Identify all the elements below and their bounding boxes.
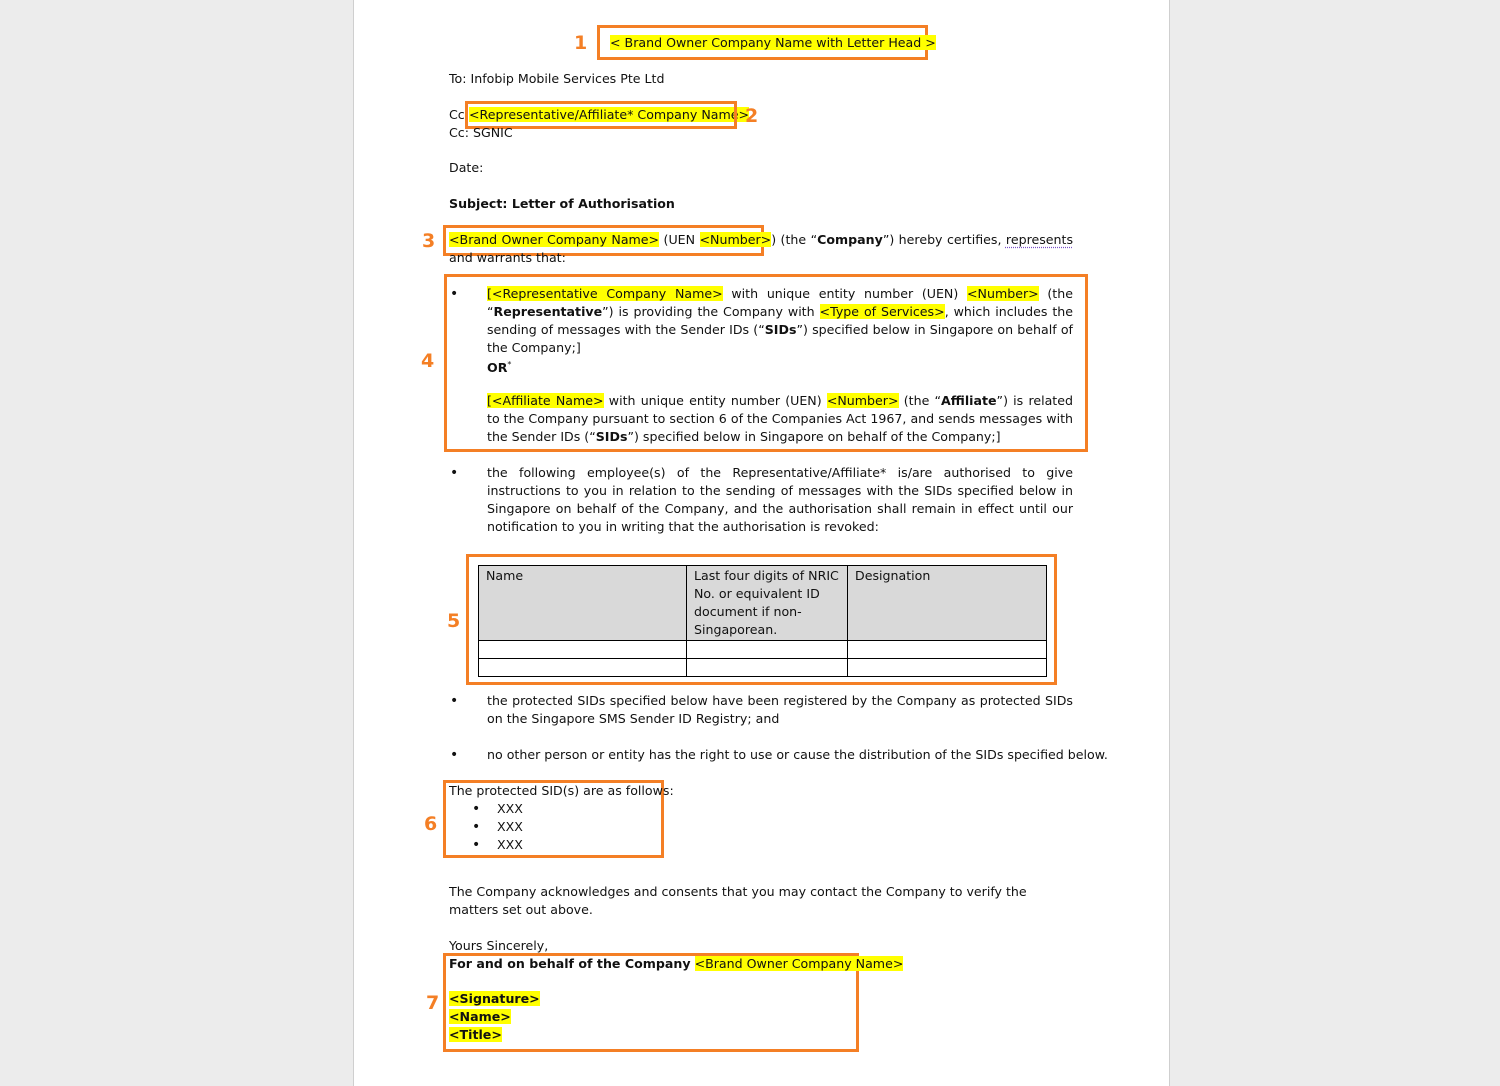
intro-uen-number: <Number> — [699, 232, 772, 247]
acknowledgement-text: The Company acknowledges and consents that you may contact the Company to verify the matters set out above. — [449, 884, 1027, 917]
sid-item: XXX — [497, 819, 523, 834]
title-line — [449, 1026, 502, 1044]
cc-prefix: Cc: — [449, 107, 469, 122]
intro-text-2: ”) hereby certifies, — [882, 232, 1006, 247]
intro-paragraph — [449, 231, 1073, 267]
table-row — [479, 641, 1047, 659]
behalf-text: For and on behalf of the Company — [449, 956, 691, 971]
to-line: To: Infobip Mobile Services Pte Ltd — [449, 71, 665, 86]
annotation-number-3: 3 — [422, 230, 436, 252]
b1-text-6: with unique entity number (UEN) — [603, 393, 827, 408]
b1-text-7: (the “ — [898, 393, 942, 408]
table-cell[interactable] — [687, 641, 848, 659]
b1-text-5: ”) specified below in Singapore on behalf of the Company;] — [487, 322, 1073, 355]
table-row — [479, 659, 1047, 677]
affiliate-name: [<Affiliate Name> — [487, 393, 604, 408]
cc-line-2: Cc: SGNIC — [449, 125, 513, 140]
cc-company-name: <Representative/Affiliate* Company Name> — [468, 107, 750, 122]
b1-text-3: ”) is providing the Company with — [602, 304, 820, 319]
or-asterisk: * — [507, 360, 512, 369]
bullet-3-paragraph: the protected SIDs specified below have been registered by the Company as protected SIDs on the Singapore SMS Sender ID Registry; and — [487, 693, 1073, 726]
type-of-services: <Type of Services> — [819, 304, 945, 319]
table-cell[interactable] — [687, 659, 848, 677]
annotation-number-1: 1 — [574, 32, 588, 54]
annotation-number-7: 7 — [426, 992, 440, 1014]
sid-item: XXX — [497, 801, 523, 816]
or-separator — [487, 356, 511, 377]
bullet-4-text: no other person or entity has the right to use or cause the distribution of the SIDs specified below. — [487, 747, 1108, 762]
intro-defined-company: Company — [817, 232, 883, 247]
table-cell[interactable] — [479, 659, 687, 677]
b1-text-9: ”) specified below in Singapore on behalf of the Company;] — [627, 429, 1001, 444]
subject-line: Subject: Letter of Authorisation — [449, 196, 675, 211]
b1-text-1: with unique entity number (UEN) — [722, 286, 967, 301]
header-designation: Designation — [848, 566, 1047, 641]
intro-company-name: <Brand Owner Company Name> — [449, 232, 660, 247]
name-line — [449, 1008, 511, 1026]
letterhead-placeholder — [610, 34, 936, 52]
annotation-number-2: 2 — [745, 105, 759, 127]
table-cell[interactable] — [848, 659, 1047, 677]
authorised-employees-table — [478, 565, 1047, 677]
closing-line: Yours Sincerely, — [449, 938, 549, 953]
sid-bullet: • — [472, 819, 481, 835]
or-text: OR — [487, 360, 508, 376]
intro-uen-open: (UEN — [659, 232, 700, 247]
bullet-1-affiliate — [487, 392, 1073, 446]
annotation-number-5: 5 — [447, 610, 461, 632]
signature-line — [449, 990, 540, 1008]
letterhead-text: < Brand Owner Company Name with Letter Head > — [610, 35, 936, 50]
table-header-row — [479, 566, 1047, 641]
date-label: Date: — [449, 160, 484, 175]
sid-bullet: • — [472, 801, 481, 817]
name-placeholder: <Name> — [449, 1009, 511, 1024]
bullet-4-marker: • — [450, 747, 459, 763]
representative-company-name: [<Representative Company Name> — [487, 286, 723, 301]
table-cell[interactable] — [848, 641, 1047, 659]
acknowledgement-paragraph — [449, 883, 1069, 919]
b1-defined-sids: SIDs — [764, 322, 797, 337]
table-cell[interactable] — [479, 641, 687, 659]
sid-bullet: • — [472, 837, 481, 853]
intro-text-3: and warrants that: — [449, 250, 566, 265]
b1-defined-representative: Representative — [493, 304, 603, 319]
header-name: Name — [479, 566, 687, 641]
sid-item: XXX — [497, 837, 523, 852]
b1-text-8: ”) is related to the Company pursuant to section 6 of the Companies Act 1967, and sends messages with the Sender IDs (“ — [487, 393, 1073, 444]
bullet-3-text — [487, 692, 1073, 728]
bullet-2-paragraph: the following employee(s) of the Representative/Affiliate* is/are authorised to give instructions to you in relation to the sending of messages with the SIDs specified below in Singapore on behalf of the Company, and the authorisation shall remain in effect until our notification to you in writing that the authorisation is revoked: — [487, 465, 1073, 534]
bullet-1-representative — [487, 285, 1073, 357]
representative-uen-number: <Number> — [966, 286, 1039, 301]
bullet-2-text — [487, 464, 1073, 536]
bullet-1-marker: • — [450, 286, 459, 302]
bullet-3-marker: • — [450, 693, 459, 709]
b1-defined-affiliate: Affiliate — [941, 393, 997, 408]
title-placeholder: <Title> — [449, 1027, 502, 1042]
b1-text-2: (the “ — [487, 286, 1073, 319]
intro-text-1: ) (the “ — [771, 232, 818, 247]
signature-placeholder: <Signature> — [449, 991, 540, 1006]
behalf-company-name: <Brand Owner Company Name> — [694, 956, 904, 971]
behalf-line — [449, 955, 903, 973]
annotation-number-6: 6 — [424, 813, 438, 835]
annotation-number-4: 4 — [421, 350, 435, 372]
sid-intro: The protected SID(s) are as follows: — [449, 783, 674, 798]
intro-represents: represents — [1005, 232, 1074, 247]
header-nric: Last four digits of NRIC No. or equivalent ID document if non-Singaporean. — [687, 566, 848, 641]
bullet-2-marker: • — [450, 465, 459, 481]
b1-text-4: , which includes the sending of messages with the Sender IDs (“ — [487, 304, 1074, 337]
affiliate-uen-number: <Number> — [826, 393, 899, 408]
b1-defined-sids-2: SIDs — [595, 429, 628, 444]
